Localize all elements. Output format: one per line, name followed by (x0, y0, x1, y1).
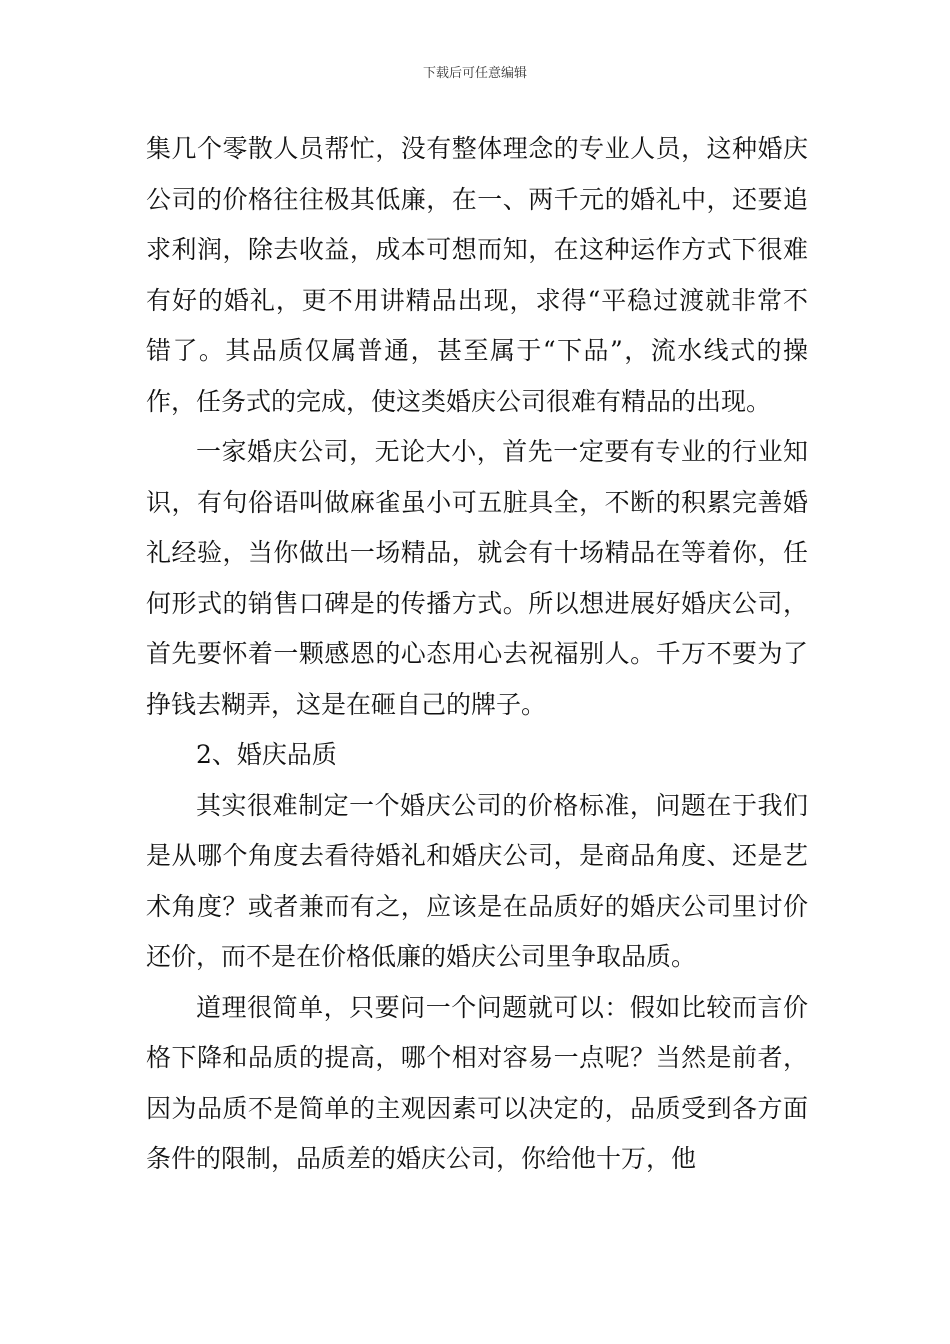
paragraph: 集几个零散人员帮忙，没有整体理念的专业人员，这种婚庆公司的价格往往极其低廉，在一、两千元的婚礼中，还要追求利润，除去收益，成本可想而知，在这种运作方式下很难有好的婚礼，更不用讲精品出现，求得“平稳过渡就非常不错了。其品质仅属普通，甚至属于“下品”，流水线式的操作，任务式的完成，使这类婚庆公司很难有精品的出现。 (146, 134, 808, 416)
section-heading: 2、婚庆品质 (196, 740, 337, 769)
document-body (146, 124, 808, 1185)
paragraph: 一家婚庆公司，无论大小，首先一定要有专业的行业知识，有句俗语叫做麻雀虽小可五脏具全，不断的积累完善婚礼经验，当你做出一场精品，就会有十场精品在等着你，任何形式的销售口碑是的传播方式。所以想进展好婚庆公司，首先要怀着一颗感恩的心态用心去祝福别人。千万不要为了挣钱去糊弄，这是在砸自己的牌子。 (146, 437, 808, 719)
page-header: 下载后可任意编辑 (422, 66, 527, 81)
paragraph: 道理很简单，只要问一个问题就可以：假如比较而言价格下降和品质的提高，哪个相对容易一点呢？当然是前者，因为品质不是简单的主观因素可以决定的，品质受到各方面条件的限制，品质差的婚庆公司，你给他十万，他 (146, 992, 808, 1173)
paragraph: 其实很难制定一个婚庆公司的价格标准，问题在于我们是从哪个角度去看待婚礼和婚庆公司，是商品角度、还是艺术角度？或者兼而有之，应该是在品质好的婚庆公司里讨价还价，而不是在价格低廉的婚庆公司里争取品质。 (146, 790, 808, 971)
